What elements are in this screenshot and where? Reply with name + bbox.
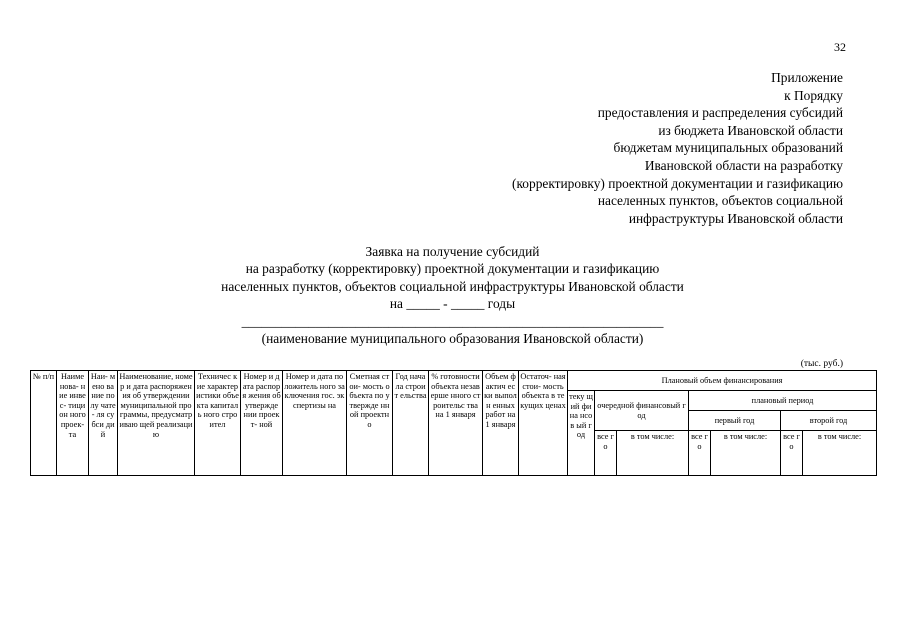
col-header-design-order: Номер и дата распоря жения об утвержде нии проект- ной xyxy=(241,371,283,476)
col-header-tech-specs: Техничес кие характер истики объекта капиталь ного строител xyxy=(195,371,241,476)
col-header-expertise: Номер и дата положитель ного заключения гос. экспертизы на xyxy=(283,371,347,476)
appendix-line: Ивановской области на разработку xyxy=(644,157,843,173)
appendix-line: бюджетам муниципальных образований xyxy=(613,140,843,156)
page-number: 32 xyxy=(834,40,846,54)
appendix-line: к Порядку xyxy=(784,87,843,103)
document-title xyxy=(0,243,905,347)
planned-financing-header: Плановый объем финансирования xyxy=(568,371,877,391)
col-header-project-name: Наиме нова- ние инвес- тицион ного проек- та xyxy=(57,371,89,476)
next-year-header: очередной финансовый год xyxy=(595,391,689,431)
col-header-work-done: Объем фактич ески выполн енных работ на 1 января xyxy=(483,371,519,476)
col-header-readiness: % готовности объекта незаверше нного строительс тва на 1 января xyxy=(429,371,483,476)
title-line: Заявка на получение субсидий xyxy=(365,244,540,259)
second-year-total-header: все го xyxy=(781,431,803,476)
col-header-start-year: Год начала строит ельства xyxy=(393,371,429,476)
col-header-number: № п/п xyxy=(31,371,57,476)
next-year-including-header: в том числе: xyxy=(617,431,689,476)
appendix-line: предоставления и распределения субсидий xyxy=(597,105,843,121)
col-header-program-order: Наименование, номер и дата распоряжения об утверждении муниципальной программы, предусматриваю щей реализацию xyxy=(118,371,195,476)
appendix-line: инфраструктуры Ивановской области xyxy=(628,210,843,226)
appendix-line: (корректировку) проектной документации и газификацию xyxy=(512,175,843,191)
appendix-block xyxy=(512,69,843,227)
next-year-total-header: все го xyxy=(595,431,617,476)
application-table xyxy=(30,370,877,476)
title-line: на разработку (корректировку) проектной документации и газификацию xyxy=(245,261,660,277)
col-header-recipient: Наи- мено вание полу чате- ля субси дий xyxy=(89,371,118,476)
first-year-header: первый год xyxy=(689,411,781,431)
municipality-caption: (наименование муниципального образования Ивановской области) xyxy=(261,331,644,347)
col-header-residual-cost: Остаточ- ная стои- мость объекта в текущих ценах xyxy=(519,371,568,476)
appendix-line: Приложение xyxy=(771,70,843,85)
first-year-including-header: в том числе: xyxy=(711,431,781,476)
appendix-line: из бюджета Ивановской области xyxy=(658,122,843,138)
first-year-total-header: все го xyxy=(689,431,711,476)
planning-period-header: плановый период xyxy=(689,391,877,411)
second-year-header: второй год xyxy=(781,411,877,431)
municipality-blank-line: _______________________________________________________________ xyxy=(241,313,664,329)
units-label: (тыс. руб.) xyxy=(800,359,843,369)
title-years-line: на _____ - _____ годы xyxy=(389,296,516,312)
second-year-including-header: в том числе: xyxy=(803,431,877,476)
appendix-line: населенных пунктов, объектов социальной xyxy=(597,193,843,209)
current-year-header: теку щий фина нсов ый год xyxy=(568,391,595,476)
col-header-estimated-cost: Сметная стои- мость объекта по утвержде нной проектно xyxy=(347,371,393,476)
title-line: населенных пунктов, объектов социальной инфраструктуры Ивановской области xyxy=(221,278,684,294)
